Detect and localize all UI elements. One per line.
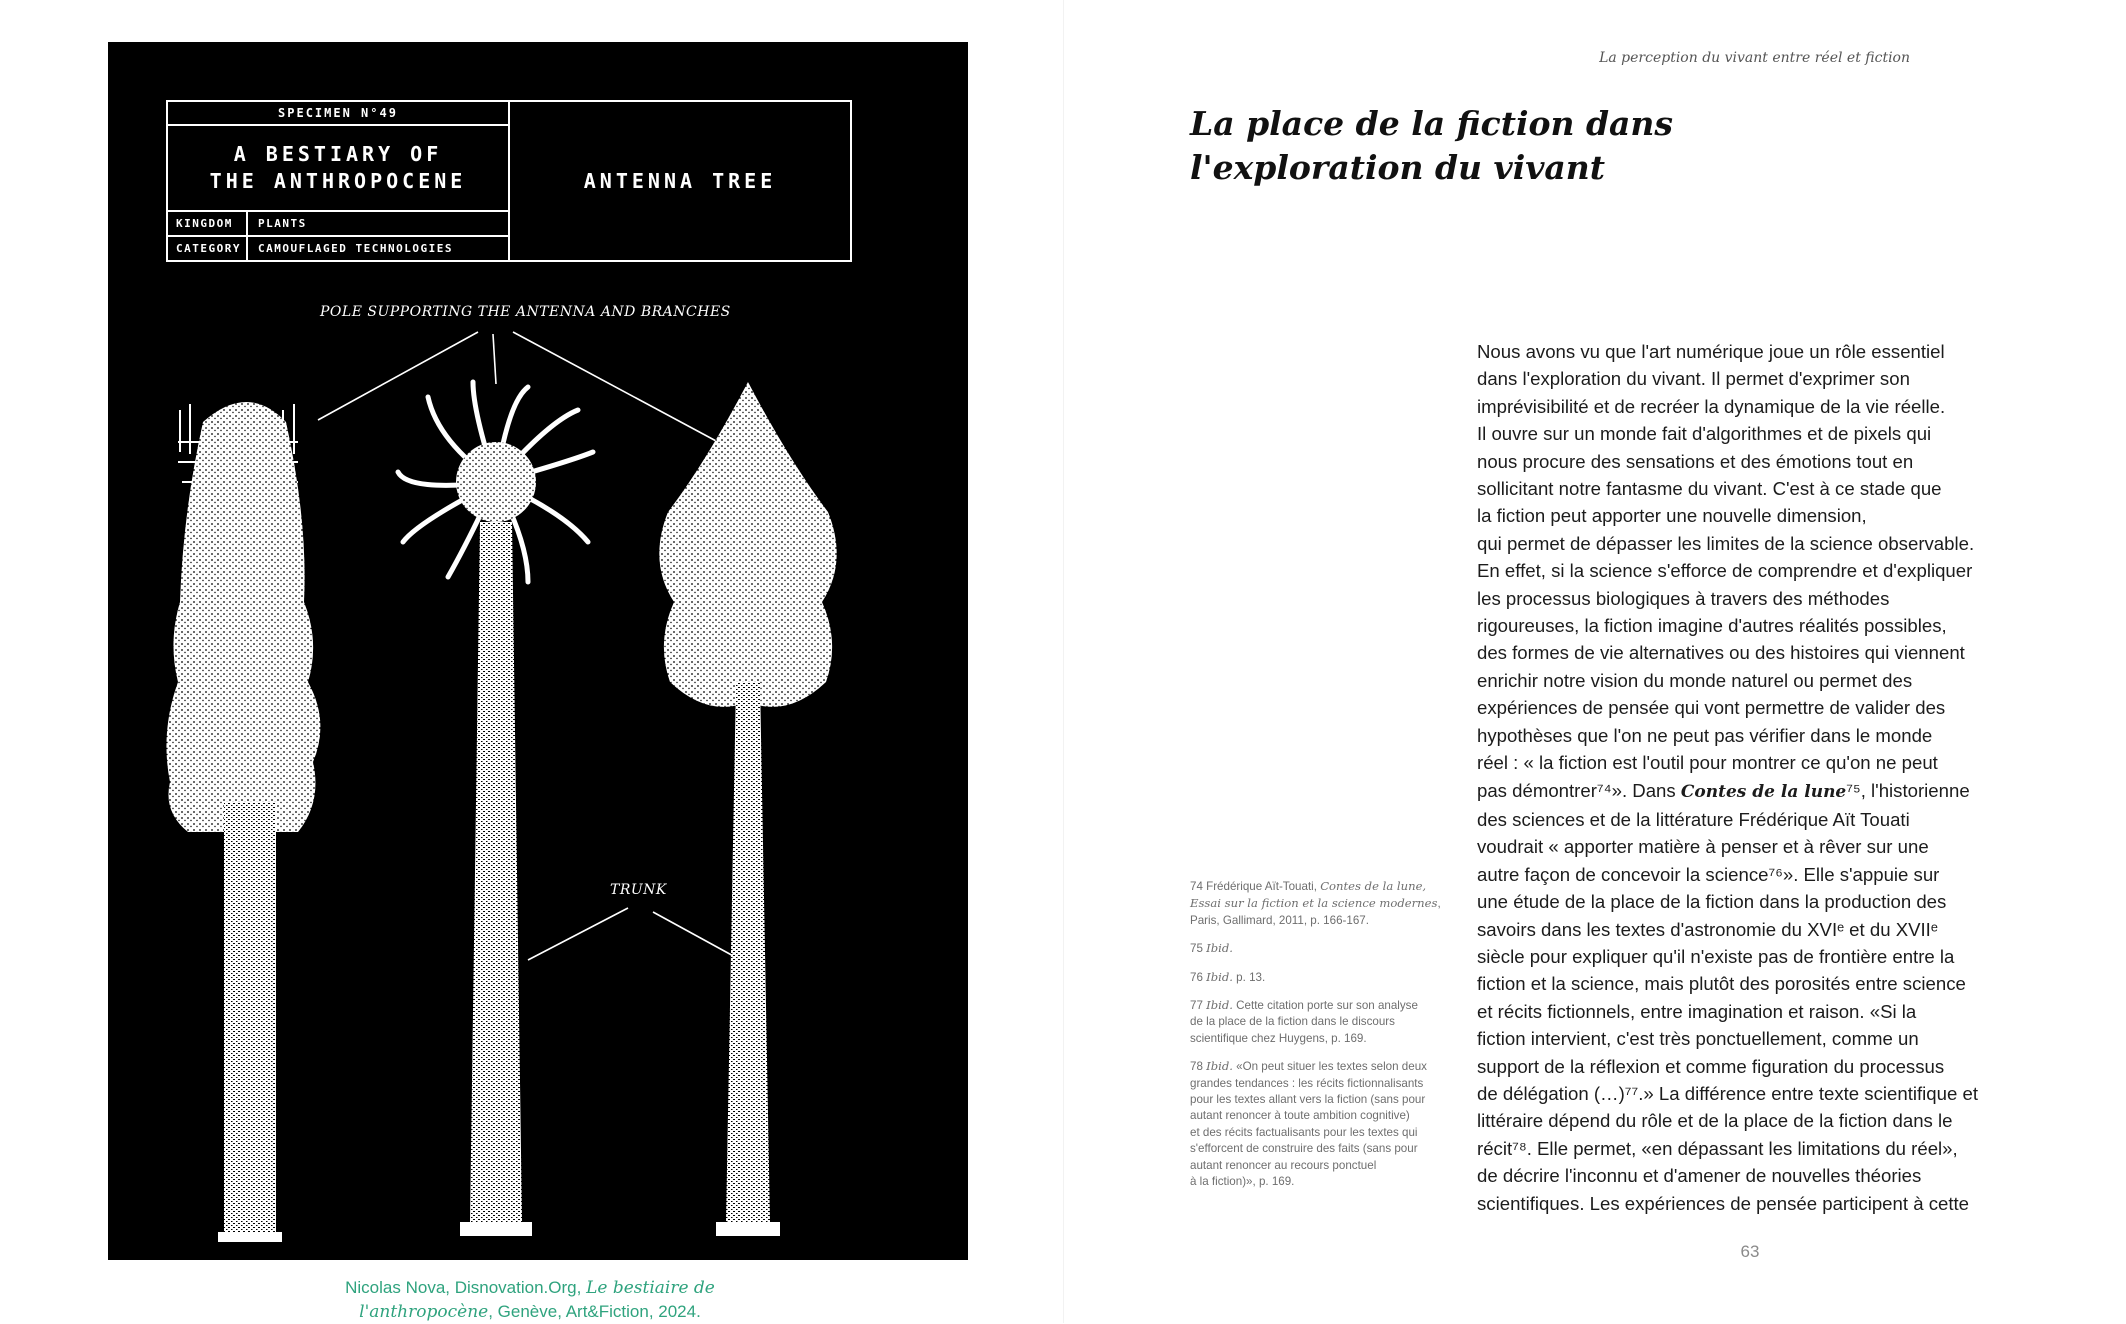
- fn-text: scientifique chez Huygens, p. 169.: [1190, 1031, 1367, 1045]
- body-line: de délégation (…)⁷⁷.» La différence entre texte scientifique et: [1477, 1082, 1978, 1104]
- body-line: savoirs dans les textes d'astronomie du XVIᵉ et du XVIIᵉ: [1477, 918, 1938, 940]
- chapter-title-line-1: La place de la fiction dans: [1190, 104, 1673, 143]
- fn-text: pour les textes allant vers la fiction (sans pour: [1190, 1093, 1426, 1107]
- body-line: enrichir notre vision du monde naturel ou permet des: [1477, 669, 1913, 691]
- body-line: fiction intervient, c'est très ponctuellement, comme un: [1477, 1028, 1919, 1050]
- body-line: la fiction peut apporter une nouvelle dimension,: [1477, 505, 1867, 527]
- fn-text: 74 Frédérique Aït-Touati,: [1190, 880, 1321, 893]
- body-text: [1477, 338, 2037, 1217]
- fn-text: à la fiction)», p. 169.: [1190, 1175, 1295, 1189]
- fn-text: 75: [1190, 942, 1207, 956]
- body-line: siècle pour expliquer qu'il n'existe pas de frontière entre la: [1477, 945, 1955, 967]
- caption-title-part1: Le bestiaire de: [586, 1278, 715, 1298]
- footnote-78: [1190, 1058, 1455, 1190]
- annotation-pole: POLE SUPPORTING THE ANTENNA AND BRANCHES: [320, 304, 731, 320]
- annotation-trunk: TRUNK: [610, 882, 667, 898]
- fn-italic: Ibid.: [1206, 998, 1233, 1013]
- footnote-75: [1190, 940, 1455, 957]
- tree-illustration: [108, 42, 968, 1260]
- body-line: qui permet de dépasser les limites de la science observable.: [1477, 532, 1975, 554]
- kingdom-value: PLANTS: [258, 217, 307, 230]
- body-line: hypothèses que l'on ne peut pas vérifier dans le monde: [1477, 724, 1933, 746]
- pine-antenna-tree: [166, 402, 320, 1242]
- body-line: voudrait « apporter matière à penser et à rêver sur une: [1477, 836, 1929, 858]
- fn-italic: Contes de la lune,: [1320, 879, 1427, 893]
- body-line: et récits fictionnels, entre imagination et raison. «Si la: [1477, 1000, 1917, 1022]
- fn-text: grandes tendances : les récits fictionnalisants: [1190, 1076, 1424, 1090]
- body-line: nous procure des sensations et des émotions tout en: [1477, 450, 1914, 472]
- antenna-tree-plate: [108, 42, 968, 1260]
- fn-italic: Ibid.: [1206, 969, 1233, 984]
- body-line: fiction et la science, mais plutôt des porosités entre science: [1477, 973, 1966, 995]
- footnote-74: [1190, 878, 1455, 929]
- body-line: Nous avons vu que l'art numérique joue un rôle essentiel: [1477, 341, 1945, 362]
- fn-italic: Ibid.: [1206, 1059, 1233, 1074]
- book-title-contes-de-la-lune: Contes de la lune: [1680, 781, 1847, 802]
- body-line: scientifiques. Les expériences de pensée participent à cette: [1477, 1192, 1970, 1214]
- body-line: les processus biologiques à travers des méthodes: [1477, 587, 1890, 609]
- body-line: support de la réflexion et comme figuration du processus: [1477, 1055, 1945, 1077]
- footnote-76: [1190, 969, 1455, 986]
- category-key: CATEGORY: [168, 237, 248, 260]
- fn-text: p. 13.: [1232, 970, 1266, 984]
- body-line: En effet, si la science s'efforce de comprendre et d'expliquer: [1477, 560, 1973, 582]
- body-line: sollicitant notre fantasme du vivant. C'est à ce stade que: [1477, 478, 1942, 500]
- spread-gutter: [1063, 0, 1064, 1323]
- body-line: réel : « la fiction est l'outil pour montrer ce qu'on ne peut: [1477, 752, 1938, 774]
- chapter-title: [1190, 102, 1750, 190]
- fn-text: Cette citation porte sur son analyse: [1232, 999, 1418, 1013]
- fn-text: autant renoncer au recours ponctuel: [1190, 1158, 1377, 1172]
- body-line: autre façon de concevoir la science⁷⁶». Elle s'appuie sur: [1477, 863, 1940, 885]
- body-line: rigoureuses, la fiction imagine d'autres réalités possibles,: [1477, 615, 1947, 637]
- specimen-name: ANTENNA TREE: [583, 169, 777, 193]
- body-line: expériences de pensée qui vont permettre de valider des: [1477, 697, 1946, 719]
- fn-text: ,: [1437, 897, 1441, 911]
- kingdom-key: KINGDOM: [168, 212, 248, 235]
- body-line: des formes de vie alternatives ou des histoires qui viennent: [1477, 642, 1965, 664]
- caption-title-part2: l'anthropocène: [359, 1302, 489, 1322]
- footnotes: [1190, 878, 1455, 1202]
- fn-text: «On peut situer les textes selon deux: [1232, 1060, 1427, 1074]
- fn-text: 76: [1190, 970, 1207, 984]
- caption-credit: Nicolas Nova, Disnovation.Org,: [345, 1278, 587, 1297]
- fn-text: Paris, Gallimard, 2011, p. 166-167.: [1190, 913, 1369, 927]
- body-line: des sciences et de la littérature Frédérique Aït Touati: [1477, 808, 1910, 830]
- body-line: Il ouvre sur un monde fait d'algorithmes et de pixels qui: [1477, 423, 1932, 445]
- figure-caption: [240, 1276, 820, 1324]
- body-line: dans l'exploration du vivant. Il permet d'exprimer son: [1477, 368, 1910, 390]
- bestiary-title: A BESTIARY OF THE ANTHROPOCENE: [168, 126, 508, 212]
- fn-italic: Essai sur la fiction et la science modernes: [1190, 896, 1438, 911]
- body-line-part: pas démontrer⁷⁴». Dans: [1477, 779, 1681, 801]
- fn-italic: Ibid.: [1206, 941, 1233, 956]
- chapter-title-line-2: l'exploration du vivant: [1190, 148, 1606, 187]
- body-line-with-title: [1477, 777, 2037, 806]
- fn-text: de la place de la fiction dans le discours: [1190, 1015, 1395, 1029]
- fn-text: 77: [1190, 999, 1207, 1013]
- conifer-antenna-tree: [659, 382, 836, 1236]
- body-line: littéraire dépend du rôle et de la place de la fiction dans le: [1477, 1110, 1953, 1132]
- page-number: 63: [1740, 1242, 1760, 1261]
- body-line-part: ⁷⁵, l'historienne: [1846, 779, 1970, 801]
- category-value: CAMOUFLAGED TECHNOLOGIES: [258, 242, 453, 255]
- fn-text: s'efforcent de construire des faits (sans pour: [1190, 1142, 1418, 1156]
- fn-text: autant renoncer à toute ambition cognitive): [1190, 1109, 1410, 1123]
- caption-publisher: , Genève, Art&Fiction, 2024.: [488, 1302, 701, 1321]
- footnote-77: [1190, 997, 1455, 1047]
- palm-antenna-tree: [398, 382, 593, 1236]
- fn-text: et des récits factualisants pour les textes qui: [1190, 1125, 1418, 1139]
- body-line: récit⁷⁸. Elle permet, «en dépassant les limitations du réel»,: [1477, 1137, 1958, 1159]
- specimen-number: SPECIMEN N°49: [168, 102, 508, 126]
- body-line: imprévisibilité et de recréer la dynamique de la vie réelle.: [1477, 395, 1946, 417]
- running-head: La perception du vivant entre réel et fiction: [1599, 50, 1910, 66]
- fn-text: 78: [1190, 1060, 1207, 1074]
- body-line: une étude de la place de la fiction dans la production des: [1477, 891, 1947, 913]
- body-line: de décrire l'inconnu et d'amener de nouvelles théories: [1477, 1165, 1922, 1187]
